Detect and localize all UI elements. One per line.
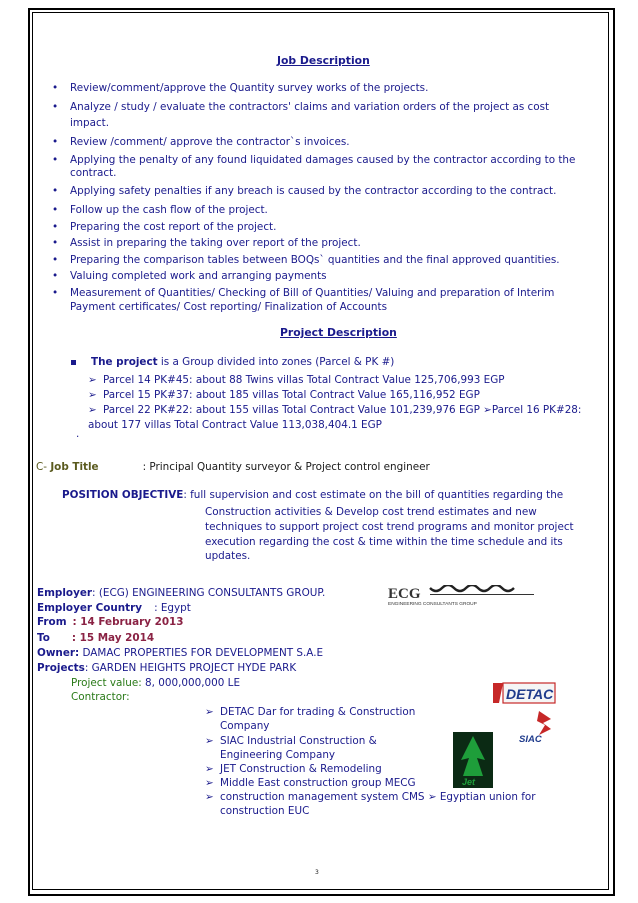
parcel-item: ➢ Parcel 14 PK#45: about 88 Twins villas Total Contract Value 125,706,993 EGP [88,374,505,386]
contractor-item: ➢ construction management system CMS ➢ Egyptian union for [205,791,536,803]
owner-line: Owner: DAMAC PROPERTIES FOR DEVELOPMENT S.A.E [37,647,324,659]
svg-text:DETAC: DETAC [506,686,554,702]
job-description-list [50,81,600,317]
contractor-item-cont: construction EUC [220,805,310,817]
siac-logo [517,709,573,745]
list-item: • Follow up the cash flow of the project. [50,203,600,219]
contractor-item: ➢ SIAC Industrial Construction & [205,735,377,747]
square-bullet-icon [71,360,76,365]
contractor-item-cont: Company [220,720,270,732]
svg-text:ECG: ECG [388,586,421,602]
arrow-bullet-icon: ➢ [205,763,214,775]
contractor-item-cont: Engineering Company [220,749,336,761]
arrow-bullet-icon: ➢ [205,735,214,747]
list-item: • Review/comment/approve the Quantity survey works of the projects. [50,81,600,97]
ecg-logo [388,585,538,607]
svg-text:ENGINEERING CONSULTANTS GROUP: ENGINEERING CONSULTANTS GROUP [388,602,477,607]
list-item: • Review /comment/ approve the contractor`s invoices. [50,135,600,151]
position-objective-body: Construction activities & Develop cost trend estimates and new techniques to support project cost trend programs and monitor project execution regarding the cost & time within the time schedule and its updates. [205,506,574,563]
arrow-bullet-icon: ➢ [88,404,97,416]
list-item: • Assist in preparing the taking over report of the project. [50,236,600,252]
list-item: • Valuing completed work and arranging payments [50,269,600,285]
job-title-label: Job Title [50,461,99,473]
contractor-item: ➢ DETAC Dar for trading & Construction [205,706,416,718]
parcel-item: ➢ Parcel 22 PK#22: about 155 villas Total Contract Value 101,239,976 EGP ➢Parcel 16 PK#28: about 177 villas Total Contract Value 113,038,404.1 EGP [88,404,582,431]
arrow-bullet-icon: ➢ [483,404,492,416]
svg-text:SIAC: SIAC [519,734,542,745]
project-intro-text: is a Group divided into zones (Parcel & PK #) [157,356,395,368]
page-number: 3 [315,869,319,876]
job-title-prefix: C- [36,461,51,473]
list-item: • Analyze / study / evaluate the contractors' claims and variation orders of the project as cost impact. [50,100,590,131]
detac-logo [491,679,561,707]
arrow-bullet-icon: ➢ [205,777,214,789]
job-title-line [36,461,596,473]
employer-line: Employer: (ECG) ENGINEERING CONSULTANTS GROUP. [37,587,326,599]
contractor-item: ➢ JET Construction & Remodeling [205,763,382,775]
svg-text:Jet: Jet [462,777,476,787]
arrow-bullet-icon: ➢ [427,791,440,803]
list-item: • Applying safety penalties if any breach is caused by the contractor according to the contract. [50,184,600,200]
to-line: To : 15 May 2014 [37,632,155,644]
arrow-bullet-icon: ➢ [88,389,97,401]
project-intro-bold: The project [91,356,158,368]
projects-line: Projects: GARDEN HEIGHTS PROJECT HYDE PARK [37,662,297,674]
list-item: • Preparing the cost report of the project. [50,220,600,236]
arrow-bullet-icon: ➢ [205,706,214,718]
project-value-line: Project value: 8, 000,000,000 LE [71,677,241,689]
job-description-heading: Job Description [277,54,370,67]
arrow-bullet-icon: ➢ [88,374,97,386]
list-item: • Preparing the comparison tables between BOQs` quantities and the final approved quantities. [50,253,600,269]
trailing-dot: . [76,428,80,440]
employer-country-line: Employer Country : Egypt [37,602,191,614]
parcel-item: ➢ Parcel 15 PK#37: about 185 villas Total Contract Value 165,116,952 EGP [88,389,480,401]
contractor-label: Contractor: [71,691,130,703]
jet-logo [453,732,493,788]
from-line: From : 14 February 2013 [37,616,184,628]
position-objective-label: POSITION OBJECTIVE [62,489,184,501]
project-intro [71,356,591,368]
job-title-value: : Principal Quantity surveyor & Project control engineer [142,461,430,473]
list-item: • Applying the penalty of any found liquidated damages caused by the contractor according to the contract. [50,154,600,181]
project-description-heading: Project Description [280,326,397,339]
arrow-bullet-icon: ➢ [205,791,214,803]
list-item: • Measurement of Quantities/ Checking of Bill of Quantities/ Valuing and preparation of Interim Payment certificates/ Cost reporting/ Finalization of Accounts [50,286,600,314]
contractor-item: ➢ Middle East construction group MECG [205,777,416,789]
position-objective-first-line: POSITION OBJECTIVE: full supervision and cost estimate on the bill of quantities regarding the [62,489,564,501]
